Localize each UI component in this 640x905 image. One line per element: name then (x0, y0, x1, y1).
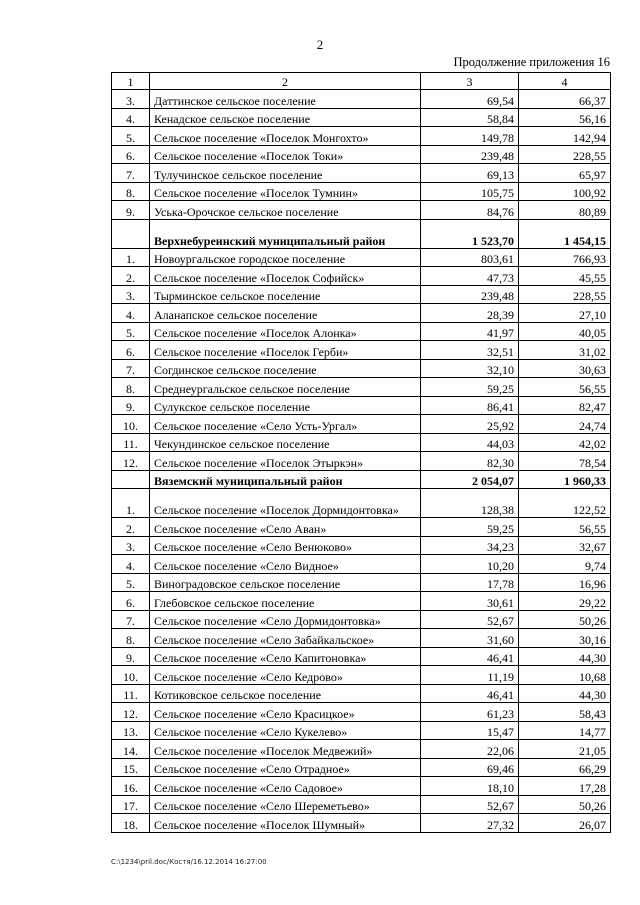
table-body (112, 73, 611, 833)
table-row (112, 452, 611, 471)
settlement-name-cell: Котиковское сельское поселение (150, 684, 421, 703)
table-row (112, 127, 611, 146)
table-row (112, 814, 611, 833)
table-row (112, 285, 611, 304)
row-number-cell: 13. (112, 721, 150, 740)
column-header-4: 4 (519, 73, 611, 90)
file-path-footer: C:\1234\pril.doc/Костя/16.12.2014 16:27:00 (111, 858, 267, 866)
table-row (112, 322, 611, 341)
value-col3-cell: 22,06 (421, 740, 519, 759)
row-number-cell: 10. (112, 666, 150, 685)
row-number-cell: 9. (112, 647, 150, 666)
settlement-name-cell: Тулучинское сельское поселение (150, 164, 421, 183)
value-col4-cell: 42,02 (519, 433, 611, 452)
value-col3-cell: 58,84 (421, 108, 519, 127)
table-row (112, 90, 611, 109)
row-number-cell: 11. (112, 684, 150, 703)
value-col4-cell: 66,37 (519, 90, 611, 109)
value-col3-cell: 52,67 (421, 610, 519, 629)
value-col4-cell: 30,63 (519, 359, 611, 378)
table-row (112, 758, 611, 777)
row-number-cell: 7. (112, 610, 150, 629)
value-col4-cell: 10,68 (519, 666, 611, 685)
district-name-cell: Вяземский муниципальный район (150, 470, 421, 489)
column-header-3: 3 (421, 73, 519, 90)
table-row (112, 396, 611, 415)
table-row (112, 182, 611, 201)
value-col3-cell: 86,41 (421, 396, 519, 415)
value-col4-cell: 14,77 (519, 721, 611, 740)
table-row (112, 610, 611, 629)
value-col4-cell: 44,30 (519, 684, 611, 703)
district-row (112, 470, 611, 489)
row-number-cell: 3. (112, 536, 150, 555)
row-number-cell: 10. (112, 415, 150, 434)
row-number-cell: 9. (112, 201, 150, 220)
value-col3-cell: 239,48 (421, 285, 519, 304)
value-col4-cell: 50,26 (519, 610, 611, 629)
settlement-name-cell: Сельское поселение «Село Капитоновка» (150, 647, 421, 666)
row-number-cell: 14. (112, 740, 150, 759)
value-col4-cell: 29,22 (519, 592, 611, 611)
value-col3-cell: 82,30 (421, 452, 519, 471)
value-col3-cell: 803,61 (421, 248, 519, 267)
value-col4-cell: 44,30 (519, 647, 611, 666)
district-row (112, 219, 611, 248)
value-col4-cell: 31,02 (519, 341, 611, 360)
settlement-name-cell: Сельское поселение «Поселок Дормидонтовка» (150, 489, 421, 518)
row-number-cell: 8. (112, 182, 150, 201)
value-col3-cell: 15,47 (421, 721, 519, 740)
table-row (112, 666, 611, 685)
table-row (112, 248, 611, 267)
row-number-cell: 1. (112, 489, 150, 518)
value-col3-cell: 52,67 (421, 795, 519, 814)
value-col3-cell: 46,41 (421, 647, 519, 666)
row-number-cell: 12. (112, 452, 150, 471)
value-col3-cell: 128,38 (421, 489, 519, 518)
table-row (112, 164, 611, 183)
value-col3-cell: 34,23 (421, 536, 519, 555)
table-row (112, 629, 611, 648)
settlement-name-cell: Сельское поселение «Село Венюково» (150, 536, 421, 555)
table-row (112, 592, 611, 611)
value-col4-cell: 56,16 (519, 108, 611, 127)
table-row (112, 518, 611, 537)
row-number-cell: 5. (112, 573, 150, 592)
value-col4-cell: 82,47 (519, 396, 611, 415)
table-row (112, 359, 611, 378)
table-row (112, 573, 611, 592)
settlement-name-cell: Сельское поселение «Поселок Токи» (150, 145, 421, 164)
settlement-name-cell: Сельское поселение «Село Усть-Ургал» (150, 415, 421, 434)
value-col4-cell: 27,10 (519, 304, 611, 323)
value-col3-cell: 17,78 (421, 573, 519, 592)
settlement-name-cell: Чекундинское сельское поселение (150, 433, 421, 452)
table-row (112, 684, 611, 703)
row-number-cell: 12. (112, 703, 150, 722)
row-number-cell: 3. (112, 285, 150, 304)
row-number-cell: 6. (112, 145, 150, 164)
settlement-name-cell: Сельское поселение «Поселок Алонка» (150, 322, 421, 341)
row-number-cell: 3. (112, 90, 150, 109)
value-col4-cell: 45,55 (519, 267, 611, 286)
value-col3-cell: 44,03 (421, 433, 519, 452)
table-row (112, 777, 611, 796)
settlement-name-cell: Новоургальское городское поселение (150, 248, 421, 267)
value-col4-cell: 766,93 (519, 248, 611, 267)
table-row (112, 721, 611, 740)
value-col4-cell: 56,55 (519, 378, 611, 397)
table-row (112, 647, 611, 666)
value-col3-cell: 69,54 (421, 90, 519, 109)
settlement-name-cell: Виноградовское сельское поселение (150, 573, 421, 592)
value-col3-cell: 69,46 (421, 758, 519, 777)
value-col4-cell: 1 454,15 (519, 219, 611, 248)
settlement-name-cell: Тырминское сельское поселение (150, 285, 421, 304)
settlement-name-cell: Сельское поселение «Поселок Софийск» (150, 267, 421, 286)
settlement-name-cell: Кенадское сельское поселение (150, 108, 421, 127)
row-number-cell: 6. (112, 592, 150, 611)
value-col3-cell: 2 054,07 (421, 470, 519, 489)
settlement-name-cell: Сельское поселение «Село Видное» (150, 555, 421, 574)
value-col3-cell: 149,78 (421, 127, 519, 146)
table-row (112, 267, 611, 286)
row-number-cell: 6. (112, 341, 150, 360)
page-number: 2 (316, 37, 324, 52)
column-header-2: 2 (150, 73, 421, 90)
settlement-name-cell: Сельское поселение «Поселок Шумный» (150, 814, 421, 833)
table-row (112, 740, 611, 759)
settlement-name-cell: Сельское поселение «Село Кедрово» (150, 666, 421, 685)
value-col4-cell: 32,67 (519, 536, 611, 555)
settlement-name-cell: Сельское поселение «Поселок Монгохто» (150, 127, 421, 146)
table-row (112, 703, 611, 722)
value-col3-cell: 84,76 (421, 201, 519, 220)
value-col3-cell: 25,92 (421, 415, 519, 434)
value-col3-cell: 46,41 (421, 684, 519, 703)
row-number-cell: 5. (112, 322, 150, 341)
appendix-table (111, 72, 611, 833)
value-col3-cell: 239,48 (421, 145, 519, 164)
value-col3-cell: 10,20 (421, 555, 519, 574)
settlement-name-cell: Глебовское сельское поселение (150, 592, 421, 611)
table-row (112, 201, 611, 220)
row-number-cell: 4. (112, 304, 150, 323)
table-row (112, 415, 611, 434)
value-col4-cell: 65,97 (519, 164, 611, 183)
value-col4-cell: 1 960,33 (519, 470, 611, 489)
value-col4-cell: 26,07 (519, 814, 611, 833)
value-col3-cell: 41,97 (421, 322, 519, 341)
value-col4-cell: 66,29 (519, 758, 611, 777)
settlement-name-cell: Уська-Орочское сельское поселение (150, 201, 421, 220)
row-number-cell (112, 219, 150, 248)
value-col4-cell: 228,55 (519, 285, 611, 304)
table-row (112, 555, 611, 574)
value-col3-cell: 1 523,70 (421, 219, 519, 248)
row-number-cell: 4. (112, 108, 150, 127)
table-row (112, 795, 611, 814)
settlement-name-cell: Сельское поселение «Село Аван» (150, 518, 421, 537)
row-number-cell: 8. (112, 629, 150, 648)
settlement-name-cell: Даттинское сельское поселение (150, 90, 421, 109)
value-col4-cell: 228,55 (519, 145, 611, 164)
settlement-name-cell: Сулукское сельское поселение (150, 396, 421, 415)
table-row (112, 304, 611, 323)
value-col4-cell: 122,52 (519, 489, 611, 518)
value-col3-cell: 32,10 (421, 359, 519, 378)
value-col3-cell: 27,32 (421, 814, 519, 833)
value-col4-cell: 24,74 (519, 415, 611, 434)
value-col3-cell: 59,25 (421, 378, 519, 397)
value-col4-cell: 80,89 (519, 201, 611, 220)
settlement-name-cell: Сельское поселение «Село Садовое» (150, 777, 421, 796)
value-col3-cell: 31,60 (421, 629, 519, 648)
value-col3-cell: 30,61 (421, 592, 519, 611)
table-row (112, 341, 611, 360)
table-row (112, 145, 611, 164)
table-row (112, 536, 611, 555)
value-col4-cell: 17,28 (519, 777, 611, 796)
value-col3-cell: 47,73 (421, 267, 519, 286)
value-col4-cell: 78,54 (519, 452, 611, 471)
table-row (112, 489, 611, 518)
row-number-cell: 7. (112, 359, 150, 378)
settlement-name-cell: Сельское поселение «Село Забайкальское» (150, 629, 421, 648)
row-number-cell: 9. (112, 396, 150, 415)
value-col4-cell: 58,43 (519, 703, 611, 722)
settlement-name-cell: Сельское поселение «Село Красицкое» (150, 703, 421, 722)
row-number-cell: 17. (112, 795, 150, 814)
value-col4-cell: 9,74 (519, 555, 611, 574)
settlement-name-cell: Сельское поселение «Поселок Герби» (150, 341, 421, 360)
value-col3-cell: 32,51 (421, 341, 519, 360)
value-col4-cell: 16,96 (519, 573, 611, 592)
value-col3-cell: 61,23 (421, 703, 519, 722)
row-number-cell: 7. (112, 164, 150, 183)
row-number-cell: 2. (112, 518, 150, 537)
row-number-cell: 1. (112, 248, 150, 267)
table-row (112, 433, 611, 452)
value-col4-cell: 100,92 (519, 182, 611, 201)
column-header-1: 1 (112, 73, 150, 90)
row-number-cell: 2. (112, 267, 150, 286)
value-col4-cell: 40,05 (519, 322, 611, 341)
settlement-name-cell: Сельское поселение «Поселок Тумнин» (150, 182, 421, 201)
table-row (112, 108, 611, 127)
settlement-name-cell: Сельское поселение «Поселок Этыркэн» (150, 452, 421, 471)
table-row (112, 378, 611, 397)
row-number-cell: 4. (112, 555, 150, 574)
value-col3-cell: 18,10 (421, 777, 519, 796)
settlement-name-cell: Среднеургальское сельское поселение (150, 378, 421, 397)
row-number-cell: 11. (112, 433, 150, 452)
row-number-cell: 16. (112, 777, 150, 796)
value-col3-cell: 28,39 (421, 304, 519, 323)
value-col4-cell: 56,55 (519, 518, 611, 537)
column-number-header (112, 73, 611, 90)
row-number-cell (112, 470, 150, 489)
settlement-name-cell: Сельское поселение «Село Дормидонтовка» (150, 610, 421, 629)
value-col3-cell: 69,13 (421, 164, 519, 183)
appendix-continuation-note: Продолжение приложения 16 (453, 55, 610, 69)
settlement-name-cell: Сельское поселение «Село Кукелево» (150, 721, 421, 740)
value-col3-cell: 105,75 (421, 182, 519, 201)
district-name-cell: Верхнебуреинский муниципальный район (150, 219, 421, 248)
settlement-name-cell: Сельское поселение «Село Отрадное» (150, 758, 421, 777)
value-col4-cell: 30,16 (519, 629, 611, 648)
settlement-name-cell: Аланапское сельское поселение (150, 304, 421, 323)
value-col4-cell: 142,94 (519, 127, 611, 146)
value-col4-cell: 50,26 (519, 795, 611, 814)
settlement-name-cell: Согдинское сельское поселение (150, 359, 421, 378)
value-col4-cell: 21,05 (519, 740, 611, 759)
settlement-name-cell: Сельское поселение «Село Шереметьево» (150, 795, 421, 814)
row-number-cell: 15. (112, 758, 150, 777)
row-number-cell: 8. (112, 378, 150, 397)
value-col3-cell: 59,25 (421, 518, 519, 537)
row-number-cell: 18. (112, 814, 150, 833)
row-number-cell: 5. (112, 127, 150, 146)
value-col3-cell: 11,19 (421, 666, 519, 685)
settlement-name-cell: Сельское поселение «Поселок Медвежий» (150, 740, 421, 759)
